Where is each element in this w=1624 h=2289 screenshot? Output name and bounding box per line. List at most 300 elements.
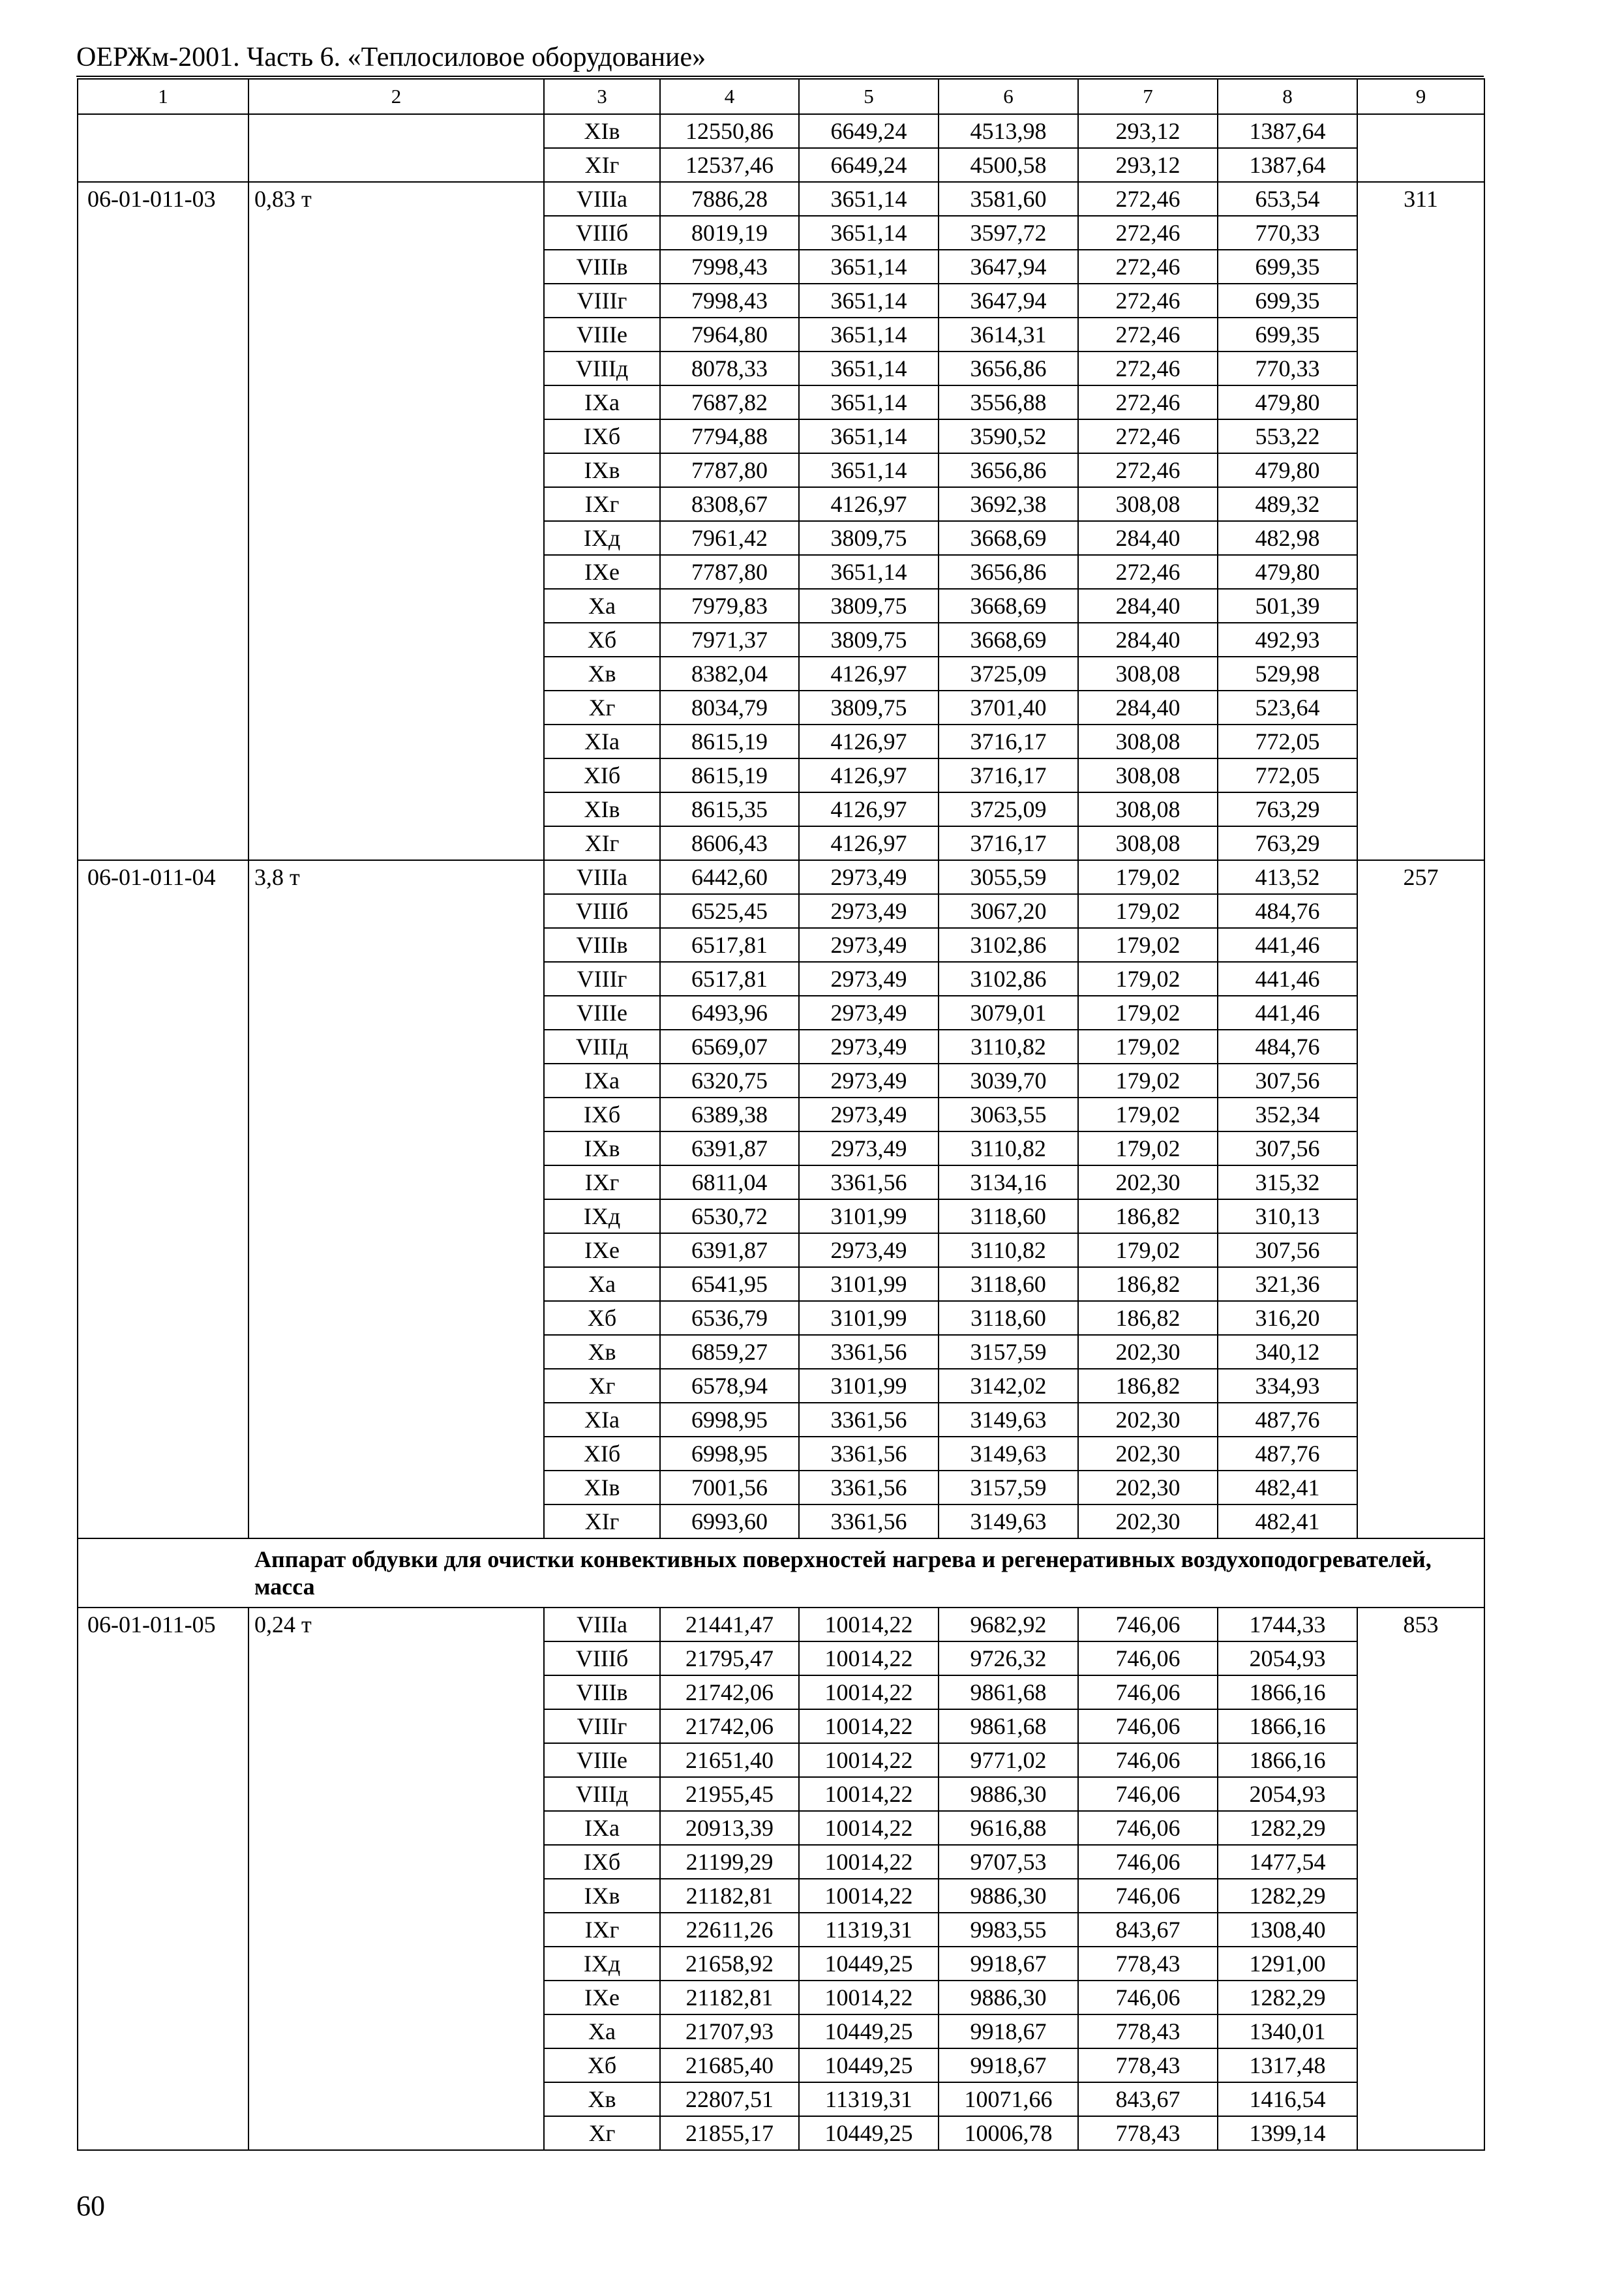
machines-cell: 3668,69 [939,521,1078,555]
zone-cell: Xа [544,589,660,623]
materials-cell: 1866,16 [1218,1709,1357,1743]
materials-cell: 482,41 [1218,1471,1357,1504]
zone-cell: Xг [544,2116,660,2150]
machines-cell: 9707,53 [939,1845,1078,1879]
materials-cell: 1387,64 [1218,148,1357,182]
machinists-wages-cell: 778,43 [1078,1947,1218,1981]
zone-cell: VIIIа [544,1608,660,1641]
wages-cell: 10449,25 [799,2116,939,2150]
machines-cell: 3079,01 [939,996,1078,1030]
machines-cell: 3656,86 [939,453,1078,487]
machinists-wages-cell: 746,06 [1078,1743,1218,1777]
zone-cell: IXг [544,487,660,521]
wages-cell: 10014,22 [799,1981,939,2014]
total-cost-cell: 7787,80 [660,555,799,589]
wages-cell: 4126,97 [799,487,939,521]
materials-cell: 484,76 [1218,1030,1357,1064]
machinists-wages-cell: 284,40 [1078,589,1218,623]
zone-cell: VIIIб [544,1641,660,1675]
rate-code-cell: 06-01-011-05 [78,1608,248,2150]
zone-cell: VIIIа [544,182,660,216]
materials-cell: 1291,00 [1218,1947,1357,1981]
zone-cell: IXе [544,1981,660,2014]
wages-cell: 10014,22 [799,1879,939,1913]
materials-cell: 1744,33 [1218,1608,1357,1641]
materials-cell: 482,41 [1218,1504,1357,1538]
wages-cell: 3651,14 [799,284,939,318]
wages-cell: 10449,25 [799,1947,939,1981]
machinists-wages-cell: 284,40 [1078,623,1218,657]
wages-cell: 10014,22 [799,1675,939,1709]
wages-cell: 10014,22 [799,1709,939,1743]
wages-cell: 2973,49 [799,1131,939,1165]
machines-cell: 3725,09 [939,657,1078,691]
total-cost-cell: 8615,19 [660,725,799,758]
wages-cell: 2973,49 [799,928,939,962]
wages-cell: 10014,22 [799,1811,939,1845]
wages-cell: 10014,22 [799,1641,939,1675]
machinists-wages-cell: 778,43 [1078,2116,1218,2150]
machinists-wages-cell: 202,30 [1078,1335,1218,1369]
header-rule [76,76,1484,77]
materials-cell: 484,76 [1218,894,1357,928]
zone-cell: Xв [544,1335,660,1369]
machinists-wages-cell: 746,06 [1078,1777,1218,1811]
total-cost-cell: 6320,75 [660,1064,799,1098]
machinists-wages-cell: 293,12 [1078,148,1218,182]
table-row [78,1608,1484,1641]
machines-cell: 3118,60 [939,1199,1078,1233]
wages-cell: 3651,14 [799,318,939,352]
materials-cell: 307,56 [1218,1064,1357,1098]
column-number-cell: 4 [660,79,799,114]
materials-cell: 1387,64 [1218,114,1357,148]
total-cost-cell: 6517,81 [660,928,799,962]
machinists-wages-cell: 186,82 [1078,1199,1218,1233]
zone-cell: Xв [544,657,660,691]
machinists-wages-cell: 308,08 [1078,487,1218,521]
machines-cell: 3614,31 [939,318,1078,352]
machines-cell: 3067,20 [939,894,1078,928]
materials-cell: 479,80 [1218,453,1357,487]
total-cost-cell: 6391,87 [660,1131,799,1165]
machinists-wages-cell: 746,06 [1078,1641,1218,1675]
wages-cell: 2973,49 [799,1233,939,1267]
machinists-wages-cell: 179,02 [1078,928,1218,962]
total-cost-cell: 22807,51 [660,2082,799,2116]
total-cost-cell: 6493,96 [660,996,799,1030]
machinists-wages-cell: 272,46 [1078,555,1218,589]
zone-cell: Xб [544,2048,660,2082]
total-cost-cell: 6389,38 [660,1098,799,1131]
machinists-wages-cell: 746,06 [1078,1709,1218,1743]
materials-cell: 553,22 [1218,419,1357,453]
zone-cell: VIIIе [544,1743,660,1777]
materials-cell: 699,35 [1218,318,1357,352]
total-cost-cell: 22611,26 [660,1913,799,1947]
materials-cell: 441,46 [1218,962,1357,996]
zone-cell: VIIIг [544,1709,660,1743]
zone-cell: IXг [544,1913,660,1947]
total-cost-cell: 7971,37 [660,623,799,657]
machines-cell: 3692,38 [939,487,1078,521]
total-cost-cell: 21707,93 [660,2014,799,2048]
total-cost-cell: 21182,81 [660,1879,799,1913]
machines-cell: 3581,60 [939,182,1078,216]
wages-cell: 11319,31 [799,1913,939,1947]
machinists-wages-cell: 179,02 [1078,1030,1218,1064]
total-cost-cell: 6811,04 [660,1165,799,1199]
machines-cell: 9886,30 [939,1777,1078,1811]
wages-cell: 4126,97 [799,725,939,758]
zone-cell: VIIIг [544,284,660,318]
zone-cell: IXе [544,1233,660,1267]
wages-cell: 10014,22 [799,1845,939,1879]
zone-cell: IXд [544,1947,660,1981]
zone-cell: IXб [544,419,660,453]
total-cost-cell: 7998,43 [660,284,799,318]
total-cost-cell: 12537,46 [660,148,799,182]
zone-cell: IXд [544,521,660,555]
machinists-wages-cell: 284,40 [1078,691,1218,725]
section-title: Аппарат обдувки для очистки конвективных поверхностей нагрева и регенеративных воздухоподогревателей, масса [78,1538,1484,1608]
materials-cell: 1317,48 [1218,2048,1357,2082]
machinists-wages-cell: 202,30 [1078,1471,1218,1504]
total-cost-cell: 7794,88 [660,419,799,453]
machines-cell: 3668,69 [939,623,1078,657]
machines-cell: 3118,60 [939,1301,1078,1335]
machines-cell: 3102,86 [939,962,1078,996]
machinists-wages-cell: 179,02 [1078,894,1218,928]
wages-cell: 2973,49 [799,1030,939,1064]
machines-cell: 3590,52 [939,419,1078,453]
machines-cell: 9861,68 [939,1675,1078,1709]
machinists-wages-cell: 179,02 [1078,996,1218,1030]
machines-cell: 3110,82 [939,1030,1078,1064]
zone-cell: XIг [544,148,660,182]
materials-cell: 1866,16 [1218,1743,1357,1777]
wages-cell: 3101,99 [799,1267,939,1301]
wages-cell: 3101,99 [799,1199,939,1233]
total-cost-cell: 8615,35 [660,792,799,826]
machinists-wages-cell: 308,08 [1078,792,1218,826]
total-cost-cell: 21955,45 [660,1777,799,1811]
materials-cell: 307,56 [1218,1233,1357,1267]
mass-cell: 0,83 т [248,182,544,860]
zone-cell: IXб [544,1845,660,1879]
zone-cell: Xа [544,2014,660,2048]
wages-cell: 6649,24 [799,148,939,182]
machinists-wages-cell: 308,08 [1078,758,1218,792]
zone-cell: Xб [544,623,660,657]
machinists-wages-cell: 179,02 [1078,1098,1218,1131]
zone-cell: IXа [544,385,660,419]
zone-cell: VIIIд [544,352,660,385]
machinists-wages-cell: 179,02 [1078,860,1218,894]
machines-cell: 3134,16 [939,1165,1078,1199]
column-number-cell: 7 [1078,79,1218,114]
mass-cell: 0,24 т [248,1608,544,2150]
column-number-cell: 2 [248,79,544,114]
machines-cell: 9918,67 [939,1947,1078,1981]
zone-cell: XIб [544,1437,660,1471]
total-cost-cell: 21199,29 [660,1845,799,1879]
materials-cell: 479,80 [1218,555,1357,589]
machinists-wages-cell: 778,43 [1078,2014,1218,2048]
machinists-wages-cell: 202,30 [1078,1504,1218,1538]
zone-cell: Xг [544,1369,660,1403]
machinists-wages-cell: 186,82 [1078,1267,1218,1301]
materials-cell: 489,32 [1218,487,1357,521]
machines-cell: 3668,69 [939,589,1078,623]
machines-cell: 9616,88 [939,1811,1078,1845]
total-cost-cell: 7961,42 [660,521,799,555]
materials-cell: 352,34 [1218,1098,1357,1131]
materials-cell: 1282,29 [1218,1879,1357,1913]
materials-cell: 772,05 [1218,725,1357,758]
total-cost-cell: 8308,67 [660,487,799,521]
column-number-cell: 5 [799,79,939,114]
machines-cell: 3149,63 [939,1504,1078,1538]
zone-cell: Xа [544,1267,660,1301]
total-cost-cell: 7687,82 [660,385,799,419]
materials-cell: 2054,93 [1218,1777,1357,1811]
machines-cell: 3656,86 [939,555,1078,589]
total-cost-cell: 7886,28 [660,182,799,216]
machinists-wages-cell: 746,06 [1078,1879,1218,1913]
zone-cell: XIв [544,114,660,148]
total-cost-cell: 21742,06 [660,1675,799,1709]
machinists-wages-cell: 746,06 [1078,1608,1218,1641]
zone-cell: IXб [544,1098,660,1131]
machines-cell: 3597,72 [939,216,1078,250]
machines-cell: 9726,32 [939,1641,1078,1675]
materials-cell: 413,52 [1218,860,1357,894]
wages-cell: 10014,22 [799,1743,939,1777]
wages-cell: 3651,14 [799,419,939,453]
machinists-wages-cell: 272,46 [1078,352,1218,385]
machinists-wages-cell: 272,46 [1078,284,1218,318]
total-cost-cell: 21441,47 [660,1608,799,1641]
wages-cell: 3651,14 [799,453,939,487]
materials-cell: 307,56 [1218,1131,1357,1165]
section-title-row [78,1538,1484,1608]
total-cost-cell: 6530,72 [660,1199,799,1233]
machines-cell: 3716,17 [939,758,1078,792]
table-row [78,114,1484,148]
materials-cell: 315,32 [1218,1165,1357,1199]
machinists-wages-cell: 272,46 [1078,385,1218,419]
zone-cell: VIIIб [544,894,660,928]
wages-cell: 10014,22 [799,1777,939,1811]
zone-cell: IXв [544,1879,660,1913]
machines-cell: 3725,09 [939,792,1078,826]
materials-cell: 770,33 [1218,216,1357,250]
machines-cell: 3157,59 [939,1471,1078,1504]
zone-cell: IXе [544,555,660,589]
wages-cell: 6649,24 [799,114,939,148]
materials-cell: 763,29 [1218,826,1357,860]
total-cost-cell: 6391,87 [660,1233,799,1267]
machinists-wages-cell: 746,06 [1078,1845,1218,1879]
machines-cell: 3647,94 [939,284,1078,318]
materials-cell: 1416,54 [1218,2082,1357,2116]
wages-cell: 2973,49 [799,962,939,996]
price-table-body [78,79,1484,2150]
machines-cell: 3716,17 [939,725,1078,758]
machines-cell: 3118,60 [939,1267,1078,1301]
materials-cell: 529,98 [1218,657,1357,691]
machines-cell: 3656,86 [939,352,1078,385]
zone-cell: IXа [544,1811,660,1845]
price-table-container [77,78,1484,2151]
wages-cell: 11319,31 [799,2082,939,2116]
labor-cell: 257 [1357,860,1484,1538]
total-cost-cell: 21742,06 [660,1709,799,1743]
machines-cell: 9682,92 [939,1608,1078,1641]
wages-cell: 3809,75 [799,691,939,725]
materials-cell: 487,76 [1218,1403,1357,1437]
materials-cell: 441,46 [1218,996,1357,1030]
machines-cell: 4500,58 [939,148,1078,182]
total-cost-cell: 8382,04 [660,657,799,691]
total-cost-cell: 7998,43 [660,250,799,284]
materials-cell: 479,80 [1218,385,1357,419]
materials-cell: 699,35 [1218,250,1357,284]
machinists-wages-cell: 186,82 [1078,1369,1218,1403]
wages-cell: 10014,22 [799,1608,939,1641]
zone-cell: VIIIв [544,1675,660,1709]
labor-cell: 853 [1357,1608,1484,2150]
machinists-wages-cell: 272,46 [1078,250,1218,284]
machines-cell: 9918,67 [939,2048,1078,2082]
materials-cell: 1282,29 [1218,1811,1357,1845]
zone-cell: IXв [544,453,660,487]
wages-cell: 2973,49 [799,894,939,928]
total-cost-cell: 8034,79 [660,691,799,725]
rate-code-cell: 06-01-011-03 [78,182,248,860]
machinists-wages-cell: 308,08 [1078,725,1218,758]
zone-cell: VIIIг [544,962,660,996]
machinists-wages-cell: 179,02 [1078,962,1218,996]
page-number: 60 [76,2190,105,2222]
total-cost-cell: 20913,39 [660,1811,799,1845]
materials-cell: 1477,54 [1218,1845,1357,1879]
machines-cell: 3647,94 [939,250,1078,284]
materials-cell: 501,39 [1218,589,1357,623]
zone-cell: XIб [544,758,660,792]
price-table [77,78,1485,2151]
materials-cell: 2054,93 [1218,1641,1357,1675]
machines-cell: 3102,86 [939,928,1078,962]
machines-cell: 3110,82 [939,1131,1078,1165]
total-cost-cell: 6525,45 [660,894,799,928]
machines-cell: 3701,40 [939,691,1078,725]
machinists-wages-cell: 843,67 [1078,1913,1218,1947]
machinists-wages-cell: 746,06 [1078,1675,1218,1709]
materials-cell: 1340,01 [1218,2014,1357,2048]
total-cost-cell: 6536,79 [660,1301,799,1335]
total-cost-cell: 21855,17 [660,2116,799,2150]
materials-cell: 334,93 [1218,1369,1357,1403]
machinists-wages-cell: 308,08 [1078,826,1218,860]
zone-cell: IXд [544,1199,660,1233]
wages-cell: 3651,14 [799,250,939,284]
materials-cell: 699,35 [1218,284,1357,318]
wages-cell: 2973,49 [799,1064,939,1098]
labor-cell: 311 [1357,182,1484,860]
machines-cell: 3149,63 [939,1403,1078,1437]
total-cost-cell: 7001,56 [660,1471,799,1504]
zone-cell: VIIIв [544,928,660,962]
total-cost-cell: 8019,19 [660,216,799,250]
machinists-wages-cell: 293,12 [1078,114,1218,148]
machinists-wages-cell: 746,06 [1078,1981,1218,2014]
machinists-wages-cell: 272,46 [1078,216,1218,250]
total-cost-cell: 6859,27 [660,1335,799,1369]
zone-cell: VIIIе [544,318,660,352]
machinists-wages-cell: 179,02 [1078,1064,1218,1098]
machinists-wages-cell: 284,40 [1078,521,1218,555]
total-cost-cell: 8615,19 [660,758,799,792]
machines-cell: 10071,66 [939,2082,1078,2116]
total-cost-cell: 21182,81 [660,1981,799,2014]
wages-cell: 2973,49 [799,1098,939,1131]
wages-cell: 3101,99 [799,1301,939,1335]
wages-cell: 4126,97 [799,792,939,826]
wages-cell: 3101,99 [799,1369,939,1403]
rate-code-cell [78,114,248,182]
zone-cell: VIIIа [544,860,660,894]
total-cost-cell: 6442,60 [660,860,799,894]
total-cost-cell: 6541,95 [660,1267,799,1301]
total-cost-cell: 12550,86 [660,114,799,148]
zone-cell: IXв [544,1131,660,1165]
wages-cell: 3809,75 [799,589,939,623]
zone-cell: VIIIд [544,1777,660,1811]
table-row [78,182,1484,216]
wages-cell: 3651,14 [799,216,939,250]
wages-cell: 3361,56 [799,1165,939,1199]
zone-cell: XIв [544,792,660,826]
wages-cell: 4126,97 [799,657,939,691]
machines-cell: 3063,55 [939,1098,1078,1131]
wages-cell: 2973,49 [799,860,939,894]
machinists-wages-cell: 778,43 [1078,2048,1218,2082]
zone-cell: Xв [544,2082,660,2116]
machines-cell: 3716,17 [939,826,1078,860]
total-cost-cell: 7787,80 [660,453,799,487]
machines-cell: 9918,67 [939,2014,1078,2048]
machines-cell: 3149,63 [939,1437,1078,1471]
zone-cell: IXа [544,1064,660,1098]
zone-cell: Xг [544,691,660,725]
total-cost-cell: 6578,94 [660,1369,799,1403]
zone-cell: IXг [544,1165,660,1199]
machines-cell: 9861,68 [939,1709,1078,1743]
machinists-wages-cell: 272,46 [1078,318,1218,352]
zone-cell: VIIIв [544,250,660,284]
materials-cell: 316,20 [1218,1301,1357,1335]
wages-cell: 10449,25 [799,2048,939,2082]
machinists-wages-cell: 746,06 [1078,1811,1218,1845]
total-cost-cell: 6569,07 [660,1030,799,1064]
wages-cell: 3361,56 [799,1437,939,1471]
column-number-cell: 1 [78,79,248,114]
zone-cell: Xб [544,1301,660,1335]
materials-cell: 763,29 [1218,792,1357,826]
zone-cell: VIIIд [544,1030,660,1064]
